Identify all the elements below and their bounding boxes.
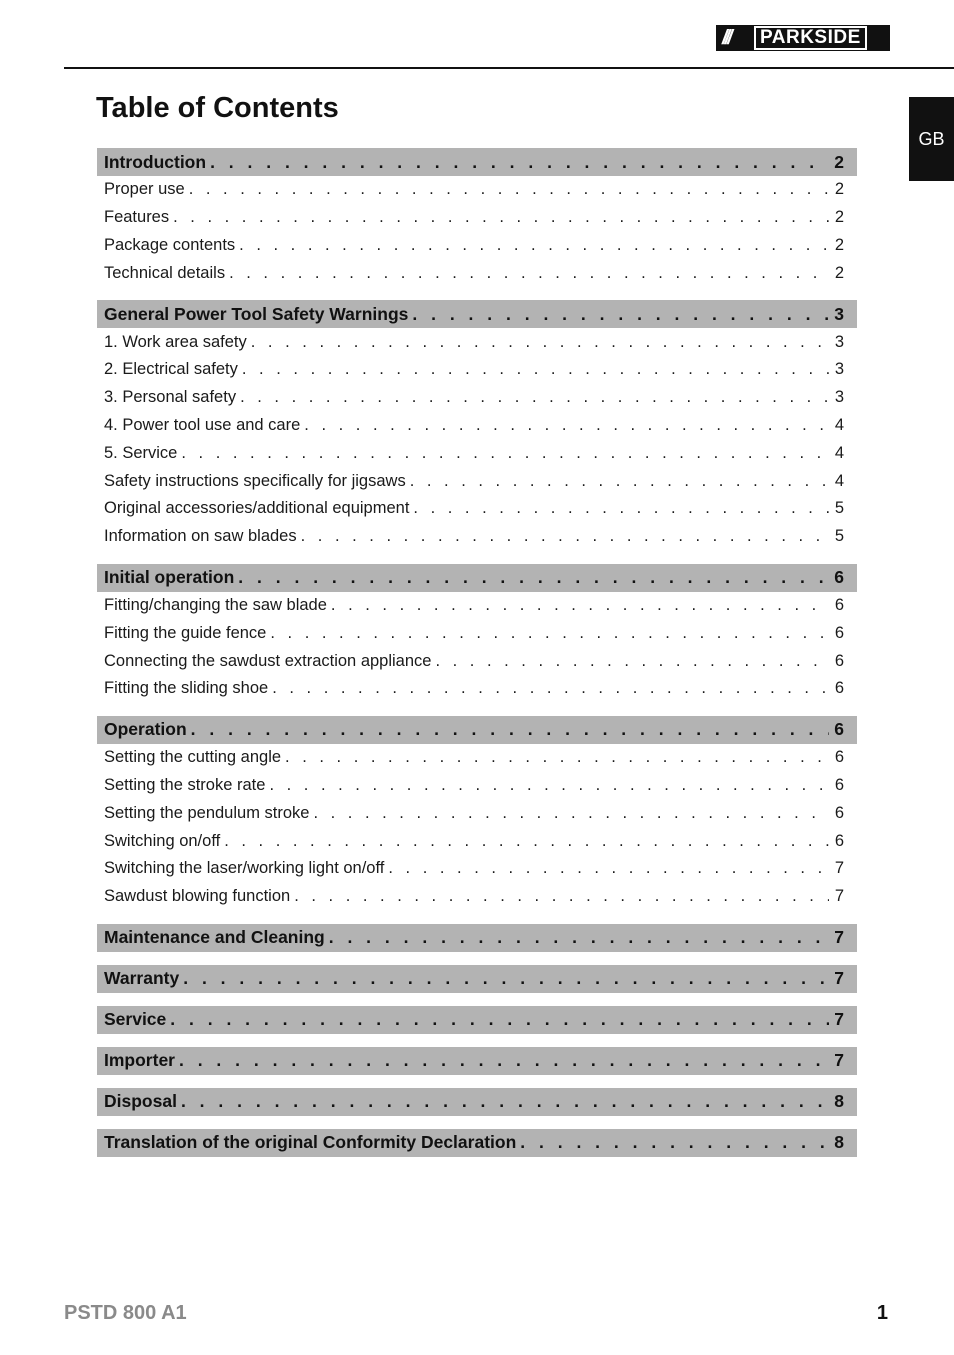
toc-entry-page: 3 [834, 388, 844, 407]
toc-entry[interactable] [97, 675, 857, 703]
toc-entry[interactable] [97, 356, 857, 384]
toc-section [97, 564, 857, 703]
toc-section [97, 965, 857, 993]
toc-entry-title: 4. Power tool use and care [104, 415, 301, 434]
toc-entry-title: Connecting the sawdust extraction appliance [104, 651, 432, 670]
toc-section-page: 7 [834, 1009, 844, 1030]
toc-entry-title: 1. Work area safety [104, 332, 247, 351]
toc-entry-page: 4 [834, 415, 844, 434]
toc-entry[interactable] [97, 412, 857, 440]
leader-dots [173, 208, 829, 227]
toc-entry[interactable] [97, 232, 857, 260]
table-of-contents [97, 148, 857, 1170]
toc-entry-title: Fitting/changing the saw blade [104, 595, 327, 614]
toc-entry-title: Switching on/off [104, 831, 221, 850]
toc-entry[interactable] [97, 176, 857, 204]
toc-entry-page: 3 [834, 360, 844, 379]
toc-entry[interactable] [97, 744, 857, 772]
leader-dots [181, 1091, 829, 1112]
toc-entry[interactable] [97, 883, 857, 911]
toc-section-page: 7 [834, 968, 844, 989]
toc-section-title: Introduction [104, 151, 207, 172]
leader-dots [388, 859, 829, 878]
toc-entry-page: 3 [834, 332, 844, 351]
toc-section-heading[interactable] [97, 1047, 857, 1075]
leader-dots [170, 1009, 829, 1030]
toc-entry-page: 2 [834, 208, 844, 227]
toc-section-title: Maintenance and Cleaning [104, 927, 325, 948]
leader-dots [413, 499, 829, 518]
leader-dots [181, 444, 829, 463]
toc-entry-page: 6 [834, 775, 844, 794]
leader-dots [410, 472, 829, 491]
toc-section-page: 3 [834, 303, 844, 324]
toc-section-title: Disposal [104, 1091, 177, 1112]
toc-entry-page: 4 [834, 443, 844, 462]
parkside-logo [716, 25, 890, 51]
toc-section-page: 7 [834, 927, 844, 948]
leader-dots [191, 719, 829, 740]
toc-entry-page: 4 [834, 471, 844, 490]
toc-entry-page: 7 [834, 859, 844, 878]
leader-dots [183, 968, 829, 989]
toc-section-page: 2 [834, 151, 844, 172]
toc-section-heading[interactable] [97, 924, 857, 952]
toc-entry[interactable] [97, 855, 857, 883]
toc-entry-page: 6 [834, 831, 844, 850]
toc-entry[interactable] [97, 439, 857, 467]
toc-entry[interactable] [97, 619, 857, 647]
toc-entry-page: 7 [834, 887, 844, 906]
toc-entry[interactable] [97, 259, 857, 287]
leader-dots [179, 1050, 829, 1071]
toc-section-heading[interactable] [97, 1006, 857, 1034]
toc-section [97, 1129, 857, 1157]
leader-dots [242, 360, 829, 379]
toc-section-heading[interactable] [97, 300, 857, 328]
header-rule [64, 67, 954, 69]
toc-entry[interactable] [97, 827, 857, 855]
toc-entry-title: Information on saw blades [104, 527, 297, 546]
toc-entry-title: Proper use [104, 180, 185, 199]
toc-entry-page: 6 [834, 595, 844, 614]
leader-dots [251, 333, 829, 352]
toc-entry[interactable] [97, 647, 857, 675]
toc-entry-title: Features [104, 208, 170, 227]
toc-entry[interactable] [97, 495, 857, 523]
toc-entry-page: 5 [834, 527, 844, 546]
leader-dots [270, 624, 829, 643]
toc-section-heading[interactable] [97, 148, 857, 176]
toc-section-title: General Power Tool Safety Warnings [104, 303, 409, 324]
leader-dots [272, 679, 829, 698]
toc-entry[interactable] [97, 328, 857, 356]
toc-entry-title: Setting the pendulum stroke [104, 803, 310, 822]
toc-entry[interactable] [97, 523, 857, 551]
leader-dots [238, 567, 829, 588]
toc-entry-title: Fitting the guide fence [104, 623, 267, 642]
toc-entry-title: Original accessories/additional equipment [104, 499, 410, 518]
toc-entry-title: Switching the laser/working light on/off [104, 859, 385, 878]
toc-section-page: 7 [834, 1050, 844, 1071]
language-tab: GB [909, 97, 954, 181]
toc-section [97, 924, 857, 952]
toc-entry-page: 2 [834, 235, 844, 254]
toc-section-heading[interactable] [97, 716, 857, 744]
toc-entry-page: 6 [834, 679, 844, 698]
toc-section-title: Service [104, 1009, 167, 1030]
leader-dots [331, 596, 829, 615]
leader-dots [412, 304, 829, 325]
toc-entry[interactable] [97, 204, 857, 232]
toc-entry-page: 2 [834, 263, 844, 282]
toc-entry[interactable] [97, 772, 857, 800]
leader-dots [239, 236, 829, 255]
toc-section-heading[interactable] [97, 965, 857, 993]
toc-entry-page: 6 [834, 748, 844, 767]
toc-entry-title: Sawdust blowing function [104, 887, 291, 906]
toc-entry-page: 2 [834, 180, 844, 199]
leader-dots [301, 527, 829, 546]
toc-section-page: 8 [834, 1091, 844, 1112]
toc-entry-title: Fitting the sliding shoe [104, 679, 269, 698]
toc-section [97, 300, 857, 550]
toc-entry[interactable] [97, 384, 857, 412]
toc-entry[interactable] [97, 592, 857, 620]
leader-dots [210, 152, 829, 173]
toc-entry-title: Setting the stroke rate [104, 775, 266, 794]
leader-dots [435, 652, 829, 671]
footer-model: PSTD 800 A1 [64, 1302, 187, 1324]
toc-section-title: Initial operation [104, 567, 235, 588]
toc-section [97, 1006, 857, 1034]
toc-section-title: Importer [104, 1050, 175, 1071]
leader-dots [224, 832, 829, 851]
toc-section-title: Operation [104, 719, 187, 740]
leader-dots [269, 776, 829, 795]
toc-entry-page: 6 [834, 651, 844, 670]
toc-section-page: 8 [834, 1132, 844, 1153]
leader-dots [520, 1132, 829, 1153]
toc-section [97, 148, 857, 287]
toc-entry-title: 3. Personal safety [104, 388, 237, 407]
leader-dots [329, 927, 829, 948]
toc-section [97, 716, 857, 911]
toc-entry[interactable] [97, 467, 857, 495]
leader-dots [189, 180, 829, 199]
leader-dots [229, 264, 829, 283]
leader-dots [304, 416, 829, 435]
leader-dots [285, 748, 829, 767]
toc-section-title: Translation of the original Conformity Declaration [104, 1132, 517, 1153]
footer-page-number: 1 [876, 1302, 888, 1324]
toc-entry-page: 5 [834, 499, 844, 518]
toc-entry-title: 5. Service [104, 443, 178, 462]
toc-entry-title: Safety instructions specifically for jigsaws [104, 471, 406, 490]
toc-entry-title: Package contents [104, 235, 236, 254]
toc-section-heading[interactable] [97, 1129, 857, 1157]
toc-entry-title: Technical details [104, 263, 226, 282]
leader-dots [240, 388, 829, 407]
logo-brand: PARKSIDE [754, 26, 867, 50]
toc-entry-page: 6 [834, 803, 844, 822]
toc-entry-title: Setting the cutting angle [104, 748, 282, 767]
toc-section-heading[interactable] [97, 564, 857, 592]
toc-section-page: 6 [834, 719, 844, 740]
logo-slashes: /// [722, 26, 730, 49]
toc-entry-page: 6 [834, 623, 844, 642]
toc-section-title: Warranty [104, 968, 180, 989]
toc-entry-title: 2. Electrical safety [104, 360, 238, 379]
toc-section [97, 1088, 857, 1116]
toc-section [97, 1047, 857, 1075]
toc-entry[interactable] [97, 799, 857, 827]
leader-dots [313, 804, 829, 823]
leader-dots [294, 887, 829, 906]
toc-section-heading[interactable] [97, 1088, 857, 1116]
page-title: Table of Contents [96, 92, 339, 124]
toc-section-page: 6 [834, 567, 844, 588]
